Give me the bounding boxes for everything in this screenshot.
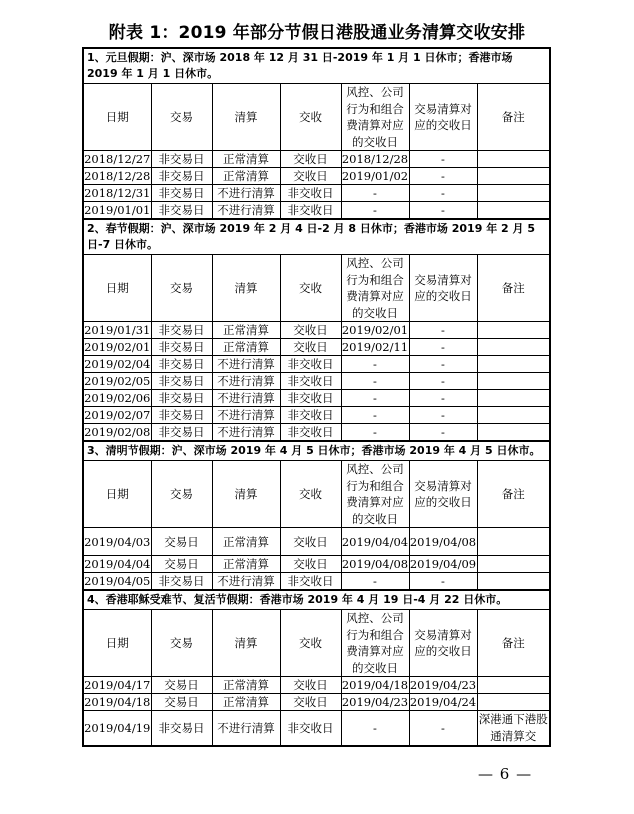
page-number: — 6 — — [478, 765, 533, 783]
clearing-cell: 不进行清算 — [212, 373, 280, 390]
clearing-cell: 不进行清算 — [212, 407, 280, 424]
clearing-cell: 正常清算 — [212, 168, 280, 185]
table-row — [83, 322, 550, 339]
trading-cell: 非交易日 — [151, 185, 212, 202]
section-heading-row — [83, 441, 550, 461]
table-row — [83, 151, 550, 168]
column-header: 交易 — [151, 461, 212, 528]
section-heading-row — [83, 219, 550, 255]
column-header: 交易 — [151, 610, 212, 677]
column-header: 交收 — [280, 84, 341, 151]
table-row — [83, 202, 550, 220]
remark-cell — [477, 168, 550, 185]
remark-cell — [477, 356, 550, 373]
trading-cell: 非交易日 — [151, 373, 212, 390]
remark-cell: 深港通下港股通清算交 — [477, 711, 550, 747]
column-header: 清算 — [212, 610, 280, 677]
remark-cell — [477, 373, 550, 390]
clearing-cell: 不进行清算 — [212, 185, 280, 202]
column-header: 备注 — [477, 610, 550, 677]
section-heading: 4、香港耶稣受难节、复活节假期：香港市场 2019 年 4 月 19 日-4 月 22 日休市。 — [83, 590, 550, 610]
column-header: 交易 — [151, 84, 212, 151]
trade-settlement-date-cell: - — [409, 390, 477, 407]
risk-settlement-date-cell: 2019/04/08 — [341, 557, 409, 571]
remark-cell — [477, 694, 550, 711]
date-cell: 2019/02/01 — [84, 340, 151, 354]
remark-cell — [477, 528, 550, 556]
trade-settlement-date-cell: 2019/04/24 — [409, 695, 477, 709]
clearing-cell: 不进行清算 — [212, 390, 280, 407]
section-heading-row — [83, 590, 550, 610]
column-header: 交收 — [280, 255, 341, 322]
risk-settlement-date-cell: - — [341, 424, 409, 442]
risk-settlement-date-cell: - — [341, 202, 409, 220]
remark-cell — [477, 556, 550, 573]
table-row — [83, 424, 550, 442]
document-title: 附表 1：2019 年部分节假日港股通业务清算交收安排 — [108, 23, 526, 43]
column-header: 日期 — [83, 84, 151, 151]
date-cell: 2019/01/01 — [84, 203, 151, 217]
trade-settlement-date-cell: - — [409, 373, 477, 390]
column-header: 风控、公司行为和组合费清算对应的交收日 — [341, 461, 409, 528]
date-cell: 2019/02/08 — [84, 425, 151, 439]
trade-settlement-date-cell: 2019/04/23 — [409, 678, 477, 692]
date-cell: 2019/02/04 — [84, 357, 151, 371]
trade-settlement-date-cell: 2019/04/08 — [409, 528, 477, 556]
column-header: 清算 — [212, 461, 280, 528]
settlement-cell: 非交收日 — [280, 407, 341, 424]
remark-cell — [477, 151, 550, 168]
clearing-cell: 正常清算 — [212, 556, 280, 573]
settlement-cell: 非交收日 — [280, 185, 341, 202]
column-header: 风控、公司行为和组合费清算对应的交收日 — [341, 84, 409, 151]
trading-cell: 非交易日 — [151, 407, 212, 424]
trading-cell: 交易日 — [151, 556, 212, 573]
risk-settlement-date-cell: - — [341, 185, 409, 202]
remark-cell — [477, 202, 550, 220]
date-cell: 2019/04/19 — [83, 711, 151, 747]
remark-cell — [477, 185, 550, 202]
settlement-cell: 非交收日 — [280, 390, 341, 407]
clearing-cell: 正常清算 — [212, 528, 280, 556]
clearing-cell: 不进行清算 — [212, 424, 280, 442]
table-row — [83, 528, 550, 556]
table-row — [83, 711, 550, 747]
trading-cell: 交易日 — [151, 528, 212, 556]
risk-settlement-date-cell: 2019/01/02 — [341, 169, 409, 183]
table-row — [83, 373, 550, 390]
risk-settlement-date-cell: - — [341, 373, 409, 390]
remark-cell — [477, 677, 550, 694]
column-header-row — [83, 461, 550, 528]
settlement-cell: 非交收日 — [280, 573, 341, 591]
trading-cell: 非交易日 — [151, 168, 212, 185]
clearing-cell: 正常清算 — [212, 151, 280, 168]
column-header: 备注 — [477, 84, 550, 151]
date-cell: 2019/04/04 — [84, 557, 151, 571]
column-header: 风控、公司行为和组合费清算对应的交收日 — [341, 255, 409, 322]
risk-settlement-date-cell: - — [341, 356, 409, 373]
date-cell: 2019/02/06 — [84, 391, 151, 405]
remark-cell — [477, 339, 550, 356]
trading-cell: 非交易日 — [151, 322, 212, 339]
date-cell: 2019/04/17 — [84, 678, 151, 692]
trade-settlement-date-cell: - — [409, 339, 477, 356]
column-header: 交易清算对应的交收日 — [409, 610, 477, 677]
settlement-cell: 非交收日 — [280, 373, 341, 390]
column-header: 日期 — [83, 461, 151, 528]
trade-settlement-date-cell: - — [409, 185, 477, 202]
trading-cell: 非交易日 — [151, 711, 212, 747]
risk-settlement-date-cell: 2019/04/18 — [341, 678, 409, 692]
trade-settlement-date-cell: - — [409, 573, 477, 591]
table-row — [83, 677, 550, 694]
trading-cell: 非交易日 — [151, 151, 212, 168]
date-cell: 2019/02/07 — [84, 408, 151, 422]
date-cell: 2018/12/27 — [84, 152, 151, 166]
settlement-cell: 交收日 — [280, 339, 341, 356]
column-header-row — [83, 255, 550, 322]
section-heading: 1、元旦假期：沪、深市场 2018 年 12 月 31 日-2019 年 1 月 1 日休市；香港市场 2019 年 1 月 1 日休市。 — [83, 48, 550, 84]
settlement-cell: 非交收日 — [280, 356, 341, 373]
risk-settlement-date-cell: 2018/12/28 — [341, 152, 409, 166]
date-cell: 2019/04/03 — [83, 528, 151, 556]
risk-settlement-date-cell: 2019/04/04 — [341, 528, 409, 556]
settlement-cell: 非交收日 — [280, 202, 341, 220]
settlement-cell: 非交收日 — [280, 424, 341, 442]
table-row — [83, 185, 550, 202]
trade-settlement-date-cell: - — [409, 424, 477, 442]
clearing-cell: 正常清算 — [212, 677, 280, 694]
trading-cell: 非交易日 — [151, 424, 212, 442]
date-cell: 2018/12/28 — [84, 169, 151, 183]
column-header: 交易 — [151, 255, 212, 322]
trade-settlement-date-cell: - — [409, 407, 477, 424]
clearing-cell: 不进行清算 — [212, 356, 280, 373]
table-row — [83, 339, 550, 356]
table-row — [83, 390, 550, 407]
column-header: 清算 — [212, 255, 280, 322]
trading-cell: 非交易日 — [151, 339, 212, 356]
risk-settlement-date-cell: 2019/02/11 — [341, 340, 409, 354]
column-header: 交易清算对应的交收日 — [409, 255, 477, 322]
table-row — [83, 694, 550, 711]
risk-settlement-date-cell: - — [341, 711, 409, 747]
remark-cell — [477, 573, 550, 591]
settlement-cell: 交收日 — [280, 556, 341, 573]
table-row — [83, 556, 550, 573]
column-header-row — [83, 610, 550, 677]
trade-settlement-date-cell: - — [409, 151, 477, 168]
date-cell: 2019/04/05 — [84, 574, 151, 588]
column-header: 备注 — [477, 461, 550, 528]
table-row — [83, 573, 550, 591]
clearing-cell: 不进行清算 — [212, 711, 280, 747]
trading-cell: 交易日 — [151, 694, 212, 711]
column-header: 交收 — [280, 461, 341, 528]
column-header: 交易清算对应的交收日 — [409, 461, 477, 528]
risk-settlement-date-cell: - — [341, 407, 409, 424]
date-cell: 2018/12/31 — [84, 186, 151, 200]
settlement-cell: 交收日 — [280, 528, 341, 556]
settlement-cell: 交收日 — [280, 694, 341, 711]
section-heading-row — [83, 48, 550, 84]
clearing-cell: 正常清算 — [212, 322, 280, 339]
clearing-cell: 正常清算 — [212, 339, 280, 356]
remark-cell — [477, 322, 550, 339]
trade-settlement-date-cell: - — [409, 168, 477, 185]
column-header-row — [83, 84, 550, 151]
column-header: 风控、公司行为和组合费清算对应的交收日 — [341, 610, 409, 677]
settlement-cell: 交收日 — [280, 168, 341, 185]
settlement-cell: 非交收日 — [280, 711, 341, 747]
column-header: 日期 — [83, 610, 151, 677]
column-header: 交收 — [280, 610, 341, 677]
trade-settlement-date-cell: 2019/04/09 — [409, 557, 477, 571]
settlement-cell: 交收日 — [280, 322, 341, 339]
column-header: 交易清算对应的交收日 — [409, 84, 477, 151]
risk-settlement-date-cell: - — [341, 573, 409, 591]
trade-settlement-date-cell: - — [409, 202, 477, 220]
remark-cell — [477, 407, 550, 424]
trading-cell: 非交易日 — [151, 356, 212, 373]
risk-settlement-date-cell: - — [341, 390, 409, 407]
date-cell: 2019/04/18 — [84, 695, 151, 709]
trading-cell: 交易日 — [151, 677, 212, 694]
holiday-settlement-table — [82, 47, 551, 747]
trading-cell: 非交易日 — [151, 202, 212, 220]
trade-settlement-date-cell: - — [409, 322, 477, 339]
table-row — [83, 168, 550, 185]
trading-cell: 非交易日 — [151, 390, 212, 407]
clearing-cell: 不进行清算 — [212, 573, 280, 591]
date-cell: 2019/02/05 — [84, 374, 151, 388]
clearing-cell: 正常清算 — [212, 694, 280, 711]
table-row — [83, 356, 550, 373]
column-header: 清算 — [212, 84, 280, 151]
column-header: 日期 — [83, 255, 151, 322]
remark-cell — [477, 424, 550, 442]
date-cell: 2019/01/31 — [84, 323, 151, 337]
remark-cell — [477, 390, 550, 407]
settlement-cell: 交收日 — [280, 151, 341, 168]
clearing-cell: 不进行清算 — [212, 202, 280, 220]
risk-settlement-date-cell: 2019/04/23 — [341, 695, 409, 709]
settlement-cell: 交收日 — [280, 677, 341, 694]
section-heading: 3、清明节假期：沪、深市场 2019 年 4 月 5 日休市；香港市场 2019 年 4 月 5 日休市。 — [83, 441, 550, 461]
trading-cell: 非交易日 — [151, 573, 212, 591]
risk-settlement-date-cell: 2019/02/01 — [341, 323, 409, 337]
column-header: 备注 — [477, 255, 550, 322]
trade-settlement-date-cell: - — [409, 711, 477, 747]
table-row — [83, 407, 550, 424]
trade-settlement-date-cell: - — [409, 356, 477, 373]
section-heading: 2、春节假期：沪、深市场 2019 年 2 月 4 日-2 月 8 日休市；香港市场 2019 年 2 月 5 日-7 日休市。 — [83, 219, 550, 255]
